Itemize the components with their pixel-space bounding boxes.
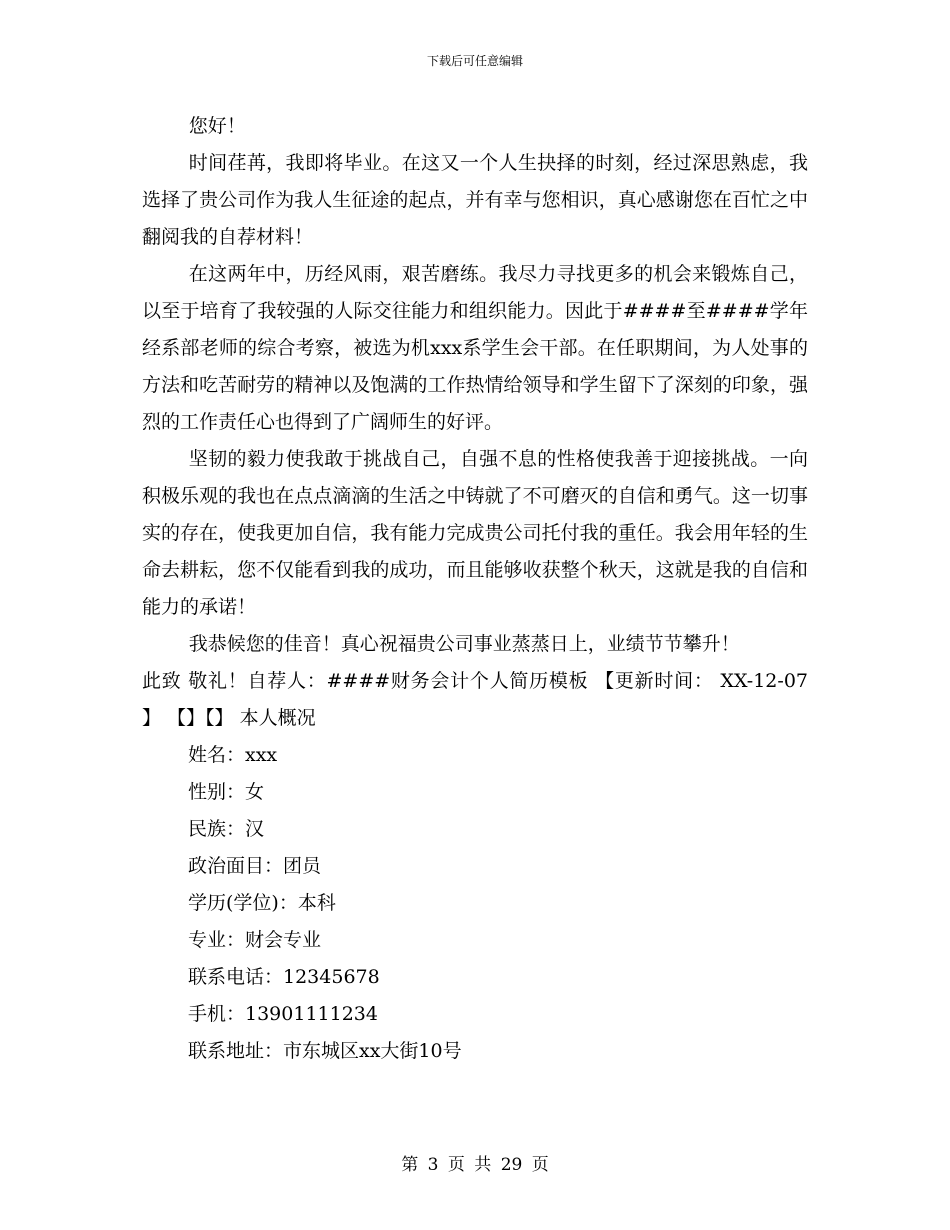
profile-section <box>142 737 808 1070</box>
paragraph-intro: 时间荏苒，我即将毕业。在这又一个人生抉择的时刻，经过深思熟虑，我选择了贵公司作为我人生征途的起点，并有幸与您相识，真心感谢您在百忙之中翻阅我的自荐材料！ <box>142 152 808 248</box>
paragraph-character: 坚韧的毅力使我敢于挑战自己，自强不息的性格使我善于迎接挑战。一向积极乐观的我也在点点滴滴的生活之中铸就了不可磨灭的自信和勇气。这一切事实的存在，使我更加自信，我有能力完成贵公司托付我的重任。我会用年轻的生命去耕耘，您不仅能看到我的成功，而且能够收获整个秋天，这就是我的自信和能力的承诺！ <box>142 448 808 618</box>
profile-field-ethnicity: 民族：汉 <box>188 818 265 840</box>
paragraph-experience: 在这两年中，历经风雨，艰苦磨练。我尽力寻找更多的机会来锻炼自己，以至于培育了我较强的人际交往能力和组织能力。因此于####至####学年经系部老师的综合考察，被选为机xxx系学生会干部。在任职期间，为人处事的方法和吃苦耐劳的精神以及饱满的工作热情给领导和学生留下了深刻的印象，强烈的工作责任心也得到了广阔师生的好评。 <box>142 263 808 433</box>
profile-field-mobile: 手机：13901111234 <box>188 1003 378 1025</box>
header-note: 下载后可任意编辑 <box>426 54 523 68</box>
profile-field-political-status: 政治面目：团员 <box>188 855 322 877</box>
greeting: 您好！ <box>188 115 246 137</box>
profile-field-address: 联系地址：市东城区xx大街10号 <box>188 1040 462 1062</box>
paragraph-wishes: 我恭候您的佳音！真心祝福贵公司事业蒸蒸日上，业绩节节攀升！ <box>188 633 740 655</box>
profile-field-major: 专业：财会专业 <box>188 929 322 951</box>
document-body <box>142 108 808 1070</box>
profile-field-phone: 联系电话：12345678 <box>188 966 380 988</box>
page-footer: 第 3 页 共 29 页 <box>401 1155 549 1175</box>
profile-field-gender: 性别：女 <box>188 781 265 803</box>
profile-field-education: 学历(学位)：本科 <box>188 892 336 914</box>
profile-field-name: 姓名：xxx <box>188 744 278 766</box>
closing-line: 此致 敬礼！自荐人：####财务会计个人简历模板 【更新时间： XX-12-07 】 【】【】 本人概况 <box>142 670 808 729</box>
